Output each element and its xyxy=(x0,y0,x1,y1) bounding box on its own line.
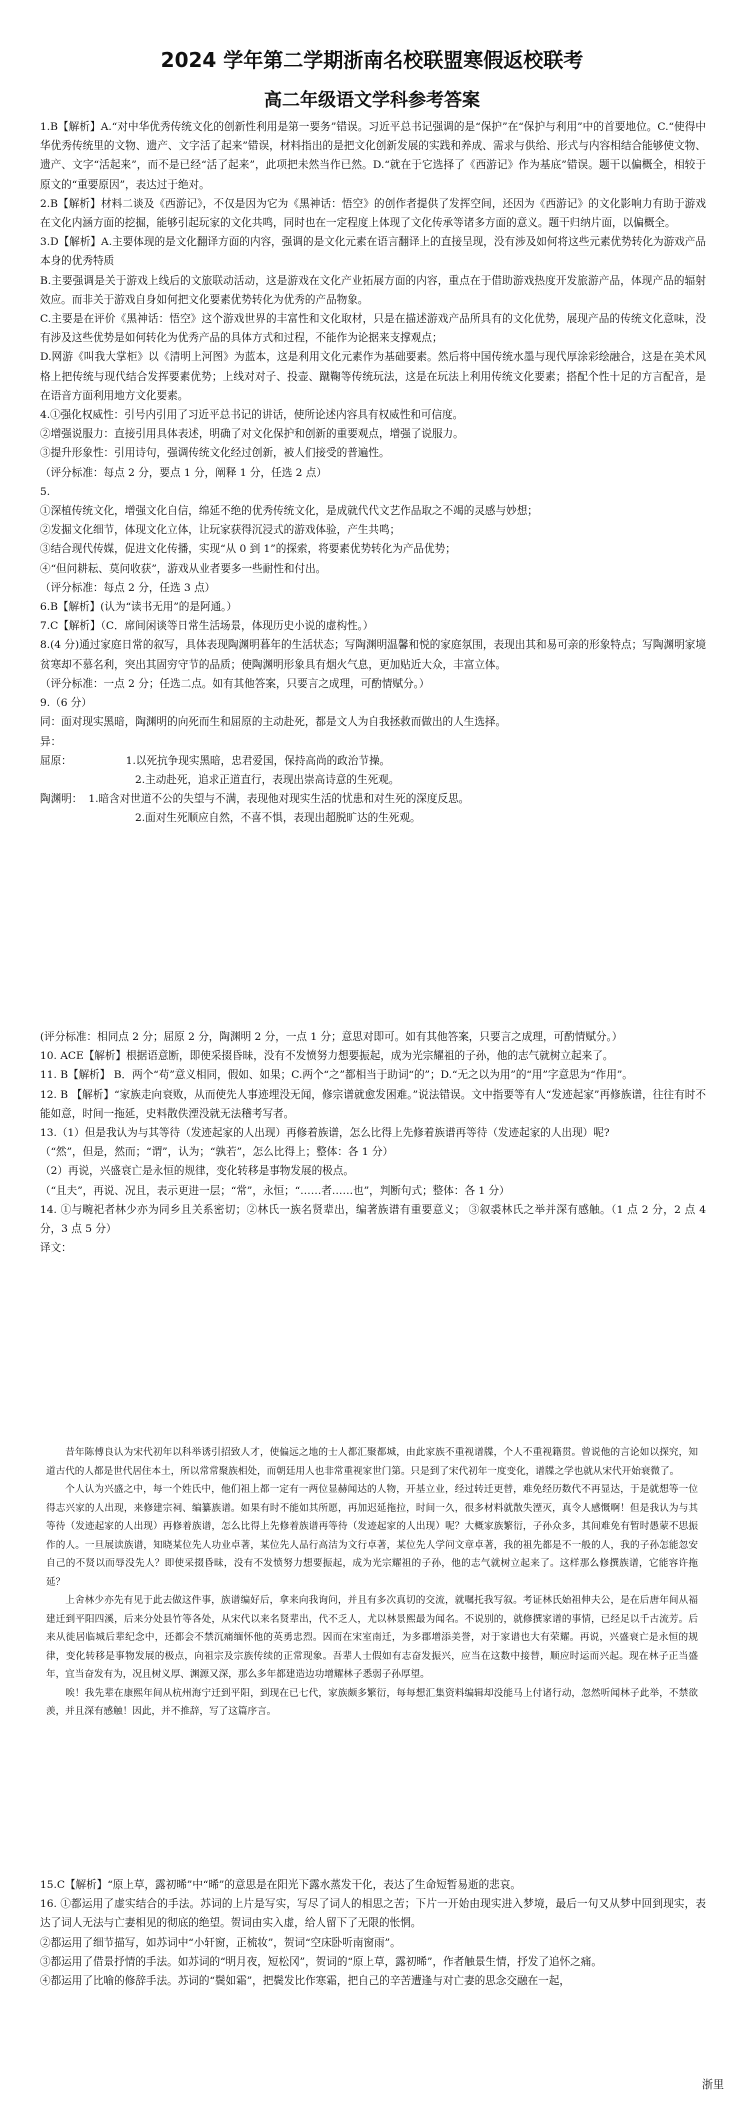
answer-q13-1-scoring: （“然”，但是，然而；“谓”，认为；“孰若”，怎么比得上；整体：各 1 分） xyxy=(40,1146,394,1159)
answer-q10: 10. ACE【解析】根据语意断，即使采掇昏昧，没有不发愤努力想要振起，成为光宗耀祖的子孙，他的志气就树立起来了。 xyxy=(40,1050,614,1063)
answer-q8: 8.(4 分)通过家庭日常的叙写，具体表现陶渊明暮年的生活状态；写陶渊明温馨和悦的家庭氛围，表现出其和易可亲的形象特点；写陶渊明家境贫寒却不慕名利，突出其固穷守节的品质；使陶渊明形象具有烟火气息，更加贴近大众，丰富立体。 xyxy=(40,639,706,671)
quyuan-label: 屈原： xyxy=(40,754,72,767)
answer-q7: 7.C【解析】（C．席间闲谈等日常生活场景，体现历史小说的虚构性。） xyxy=(40,620,374,633)
answer-q6: 6.B【解析】(认为“读书无用”的是阿通。） xyxy=(40,601,238,614)
answer-q3-d: D.网游《叫我大掌柜》以《清明上河图》为蓝本，这是利用文化元素作为基础要素。然后将中国传统水墨与现代厚涂彩绘融合，这是在美术风格上把传统与现代结合发挥要素优势；上线对对子、投壶、蹴鞠等传统玩法，这是在玩法上利用传统文化要素；搭配个性十足的方言配音，是在语音方面利用地方文化要素。 xyxy=(40,351,706,402)
answer-q9-difference-label: 异： xyxy=(40,735,62,748)
answer-q5-4: ④“但问耕耘、莫问收获”，游戏从业者要多一些耐性和付出。 xyxy=(40,562,327,575)
translation-label: 译文： xyxy=(40,1242,72,1255)
answer-q9-quyuan xyxy=(40,752,706,771)
answer-q13-2-scoring: （“且夫”，再说、况且，表示更进一层；“常”，永恒；“……者……也”，判断句式；整体：各 1 分） xyxy=(40,1184,510,1197)
answer-q1: 1.B【解析】A.“对中华优秀传统文化的创新性利用是第一要务”错误。习近平总书记强调的是“保护”在“保护与利用”中的首要地位。C.“使得中华优秀传统里的文物、遗产、文字活了起来”错误，材料指出的是把文化创新发展的实践和养成、需求与供给、形式与内容相结合能够使文物、遗产、文字“活起来”，而不是已经“活了起来”，此项把未然当作已然。D.“就在于它选择了《西游记》作为基底”错误。题干以偏概全，相较于原文的“重要原因”，表达过于绝对。 xyxy=(40,121,706,191)
answer-q4-1: 4.①强化权威性：引号内引用了习近平总书记的讲话，使所论述内容具有权威性和可信度。 xyxy=(40,409,464,422)
tao-point-2: 2.面对生死顺应自然，不喜不惧，表现出超脱旷达的生死观。 xyxy=(135,812,421,825)
answer-q4-2: ②增强说服力：直接引用具体表述，明确了对文化保护和创新的重要观点，增强了说服力。 xyxy=(40,428,464,441)
answer-q16-2: ②都运用了细节描写，如苏词中“小轩窗，正梳妆”，贺词“空床卧听南窗雨”。 xyxy=(40,1936,401,1949)
answer-q2: 2.B【解析】材料二谈及《西游记》，不仅是因为它为《黑神话：悟空》的创作者提供了发挥空间，还因为《西游记》的文化影响力有助于游戏在文化内涵方面的挖掘，能够引起玩家的文化共鸣，同时也在一定程度上体现了文化传承等诸多方面的意义。题干归纳片面，以偏概全。 xyxy=(40,197,706,230)
answer-q5-scoring: （评分标准：每点 2 分，任选 3 点） xyxy=(40,581,216,594)
answer-q16-3: ③都运用了借景抒情的手法。如苏词的“明月夜，短松冈”，贺词的“原上草，露初晞”，作者触景生情，抒发了追怀之痛。 xyxy=(40,1955,602,1968)
answer-q13-2: （2）再说，兴盛衰亡是永恒的规律，变化转移是事物发展的极点。 xyxy=(40,1165,354,1178)
answer-q3-b: B.主要强调是关于游戏上线后的文旅联动活动，这是游戏在文化产业拓展方面的内容，重点在于借助游戏热度开发旅游产品，体现产品的辐射效应。而非关于游戏自身如何把文化要素优势转化为优秀的产品物象。 xyxy=(40,274,706,306)
answer-q3-a: 3.D【解析】A.主要体现的是文化翻译方面的内容，强调的是文化元素在语言翻译上的直接呈现，没有涉及如何将这些元素优势转化为游戏产品本身的优秀特质 xyxy=(40,236,706,268)
answer-q9-number: 9.（6 分） xyxy=(40,697,92,710)
answer-q4-scoring: （评分标准：每点 2 分，要点 1 分，阐释 1 分，任选 2 点） xyxy=(40,466,327,479)
answer-q14: 14. ①与畹祀者林少亦为同乡且关系密切；②林氏一族名贤辈出，编著族谱有重要意义； ③叙裘林氏之举并深有感触。（1 点 2 分，2 点 4 分，3 点 5 分） xyxy=(40,1203,706,1236)
answer-q11: 11. B【解析】 B．两个“苟”意义相同，假如、如果；C.两个“之”都相当于助词“的”；D.“无之以为用”的“用”字意思为“作用”。 xyxy=(40,1069,633,1082)
answer-q5-2: ②发掘文化细节，体现文化立体，让玩家获得沉浸式的游戏体验，产生共鸣； xyxy=(40,524,401,537)
answer-q9-tao xyxy=(40,790,706,809)
answer-q16-1: 16. ①都运用了虚实结合的手法。苏词的上片是写实，写尽了词人的相思之苦；下片一开始由现实进入梦境，最后一句又从梦中回到现实，表达了词人无法与亡妻相见的彻底的绝望。贺词由实入虚，给人留下了无限的怅惘。 xyxy=(40,1898,706,1930)
page-title: 2024 学年第二学期浙南名校联盟寒假返校联考 xyxy=(160,48,584,72)
answer-q5-1: ①深植传统文化，增强文化自信，绵延不绝的优秀传统文化，是成就代代文艺作品取之不竭的灵感与妙想； xyxy=(40,505,538,518)
answers-part-3 xyxy=(40,1876,706,1991)
answer-q5-3: ③结合现代传媒，促进文化传播，实现“从 0 到 1”的探索，将要素优势转化为产品优势； xyxy=(40,543,456,556)
quyuan-point-2: 2.主动赴死，追求正道直行，表现出崇高诗意的生死观。 xyxy=(135,773,400,786)
answer-q5-number: 5. xyxy=(40,485,51,498)
answer-q9-similarity: 同：面对现实黑暗，陶渊明的向死而生和屈原的主动赴死，都是文人为自我拯救而做出的人生选择。 xyxy=(40,716,507,729)
footer-watermark: 浙里 xyxy=(702,2078,724,2091)
answer-q15: 15.C【解析】“原上草，露初晞”中“晞”的意思是在阳光下露水蒸发干化，表达了生命短暂易逝的悲哀。 xyxy=(40,1879,521,1891)
answer-q13-1: 13.（1）但是我认为与其等待（发迹起家的人出现）再修着族谱，怎么比得上先修着族谱再等待（发迹起家的人出现）呢? xyxy=(40,1127,610,1140)
translation-paragraph-4: 唉！我先辈在康熙年间从杭州海宁迁到平阳，到现在已七代，家族颇多繁衍，每每想汇集资料编辑却没能马上付诸行动，忽然听闻林子此举，不禁欲羡，并且深有感触！因此，并不推辞，写了这篇序言。 xyxy=(46,1687,698,1717)
answer-q16-4: ④都运用了比喻的修辞手法。苏词的“鬓如霜”，把鬓发比作寒霜，把自己的辛苦遭逢与对亡妻的思念交融在一起， xyxy=(40,1975,570,1988)
translation-paragraph-2: 个人认为兴盛之中，每一个姓氏中，他们祖上都一定有一两位显赫闻达的人物，开基立业，经过转迁更替，难免经历数代不再显达，于是就想等一位得志兴家的人出现，来修建宗祠、编纂族谱。如果有时不能如其所愿，再加迟延拖拉，时间一久，很多材料就散失湮灭，真令人感慨啊！但是我认为与其等待（发迹起家的人出现）再修着族谱，怎么比得上先修着族谱再等待（发迹起家的人出现）呢？大概家族繁衍，子孙众多，其间难免有暂时愚蒙不思振作的人。一旦展读族谱，知晓某位先人功业卓著，某位先人品行高洁为文行卓著，某位先人学问文章卓著，我的祖先都是不一般的人，我的子孙怎能忽安自己的不贤以而辱没先人？即使采掇昏昧，没有不发愤努力想要振起，成为光宗耀祖的子孙，他的志气就树立起来了。这样那么修撰族谱，它能容许拖延？ xyxy=(46,1484,698,1588)
translation-text xyxy=(46,1444,698,1722)
answer-q3-c: C.主要是在评价《黑神话：悟空》这个游戏世界的丰富性和文化取材，只是在描述游戏产品所具有的文化优势，展现产品的传统文化意味，没有涉及这些优势是如何转化为优秀产品的具体方式和过程，不能作为论据来支撑观点； xyxy=(40,313,706,345)
translation-paragraph-3: 上舍林少亦先有见于此去做这件事，族谱编好后，拿来向我询问，并且有多次真切的交流，就嘱托我写叙。考证林氏始祖伸夫公，是在后唐年间从福建迁到平阳四溪，后来分处县竹等各处，从宋代以来名贤辈出，代不乏人，尤以林景熙最为闻名。不说别的，就修撰家谱的事情，已经足以千古流芳。后来从徙居临城后辈纪念中，还都会不禁沉痛缅怀他的英勇忠烈。因而在宋室南迁，为多郡增添美誉，对于家谱也大有荣耀。再说，兴盛衰亡是永恒的规律，变化转移是事物发展的极点，向祖宗及宗族传续的正常现象。吾辈人士假如有志奋发振兴，应当在这数中接替，顺应时运而兴起。现在林子正当盛年，宜当奋发有为，况且树义厚、渊源又深，那么多年都建造边功增耀林子悉弱子孙厚望。 xyxy=(46,1595,698,1680)
page-subtitle: 高二年级语文学科参考答案 xyxy=(264,90,480,111)
answers-part-2 xyxy=(40,1028,706,1258)
answer-q4-3: ③提升形象性：引用诗句，强调传统文化经过创新，被人们接受的普遍性。 xyxy=(40,447,390,460)
answers-part-1 xyxy=(40,118,706,829)
tao-label: 陶渊明： xyxy=(40,793,83,806)
translation-paragraph-1: 昔年陈傅良认为宋代初年以科举诱引招致人才，使偏远之地的士人都汇聚都城，由此家族不重视谱牒，个人不重视籍贯。曾说他的言论如以探究，知道古代的人都是世代居住本土，所以常常聚族相处，而朝廷用人也非常重视家世门第。只是到了宋代初年一度变化，谱牒之学也就从宋代开始衰微了。 xyxy=(46,1447,698,1477)
answer-q8-scoring: （评分标准：一点 2 分；任选二点。如有其他答案，只要言之成理，可酌情赋分。） xyxy=(40,677,430,690)
answer-q12: 12. B 【解析】“家族走向衰败，从而使先人事迹埋没无闻，修宗谱就愈发困难。”说法错误。文中指要等有人“发迹起家”再修族谱，往往有时不能如意，时间一拖延，史料散佚湮没就无法稽考写者。 xyxy=(40,1088,706,1120)
quyuan-point-1: 1.以死抗争现实黑暗，忠君爱国，保持高尚的政治节操。 xyxy=(125,754,391,767)
answer-q9-scoring: (评分标准：相同点 2 分；屈原 2 分，陶渊明 2 分，一点 1 分；意思对即可。如有其他答案，只要言之成理，可酌情赋分。） xyxy=(40,1031,623,1043)
tao-point-1: 1.暗含对世道不公的失望与不满，表现他对现实生活的忧患和对生死的深度反思。 xyxy=(88,793,470,806)
